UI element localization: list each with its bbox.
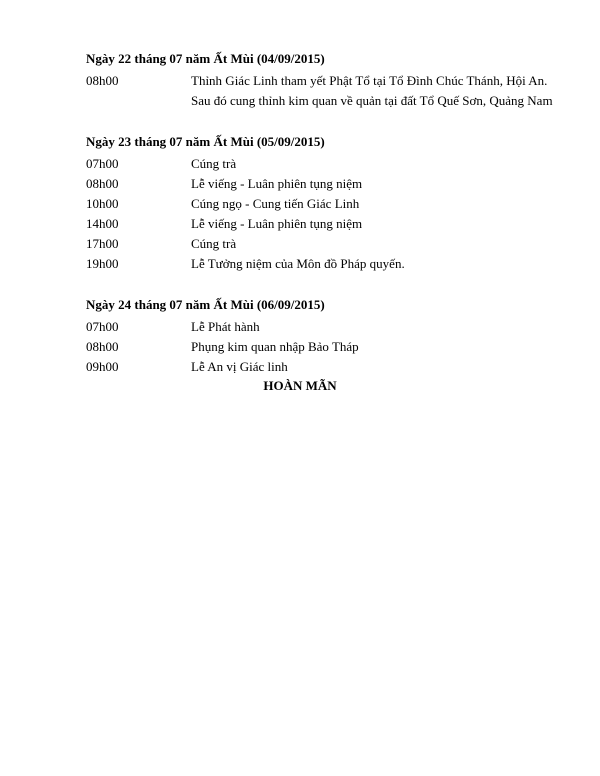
day-heading: Ngày 23 tháng 07 năm Ất Mùi (05/09/2015) (86, 134, 325, 149)
day-section-24 (86, 297, 566, 379)
schedule-row (86, 196, 566, 216)
schedule-description: Lễ An vị Giác linh (191, 359, 288, 374)
schedule-time: 17h00 (86, 236, 119, 251)
day-heading: Ngày 22 tháng 07 năm Ất Mùi (04/09/2015) (86, 51, 325, 66)
schedule-description: Lễ Tưởng niệm của Môn đồ Pháp quyến. (191, 256, 405, 271)
schedule-row-continuation (86, 93, 566, 113)
schedule-row (86, 216, 566, 236)
schedule-description: Cúng trà (191, 236, 237, 251)
schedule-time: 08h00 (86, 176, 119, 191)
schedule-description: Phụng kim quan nhập Bảo Tháp (191, 339, 359, 354)
schedule-description: Lễ Phát hành (191, 319, 260, 334)
schedule-row (86, 236, 566, 256)
schedule-time: 10h00 (86, 196, 119, 211)
schedule-time: 08h00 (86, 339, 119, 354)
schedule-row (86, 319, 566, 339)
schedule-time: 14h00 (86, 216, 119, 231)
schedule-row (86, 156, 566, 176)
schedule-row (86, 176, 566, 196)
schedule-row (86, 359, 566, 379)
schedule-description: Sau đó cung thỉnh kim quan về quản tại đất Tổ Quế Sơn, Quảng Nam (191, 93, 553, 108)
schedule-time: 09h00 (86, 359, 119, 374)
day-heading: Ngày 24 tháng 07 năm Ất Mùi (06/09/2015) (86, 297, 325, 312)
schedule-description: Lễ viếng - Luân phiên tụng niệm (191, 176, 363, 191)
schedule-row (86, 339, 566, 359)
schedule-row (86, 256, 566, 276)
schedule-description: Cúng trà (191, 156, 237, 171)
schedule-time: 07h00 (86, 156, 119, 171)
schedule-row (86, 73, 566, 93)
schedule-description: Thỉnh Giác Linh tham yết Phật Tổ tại Tổ Đình Chúc Thánh, Hội An. (191, 73, 548, 88)
schedule-description: Cúng ngọ - Cung tiến Giác Linh (191, 196, 360, 211)
closing-title: HOÀN MÃN (263, 378, 337, 393)
schedule-time: 08h00 (86, 73, 119, 88)
schedule-time: 07h00 (86, 319, 119, 334)
day-section-22 (86, 51, 566, 113)
schedule-time: 19h00 (86, 256, 119, 271)
schedule-description: Lễ viếng - Luân phiên tụng niệm (191, 216, 363, 231)
day-section-23 (86, 134, 566, 276)
